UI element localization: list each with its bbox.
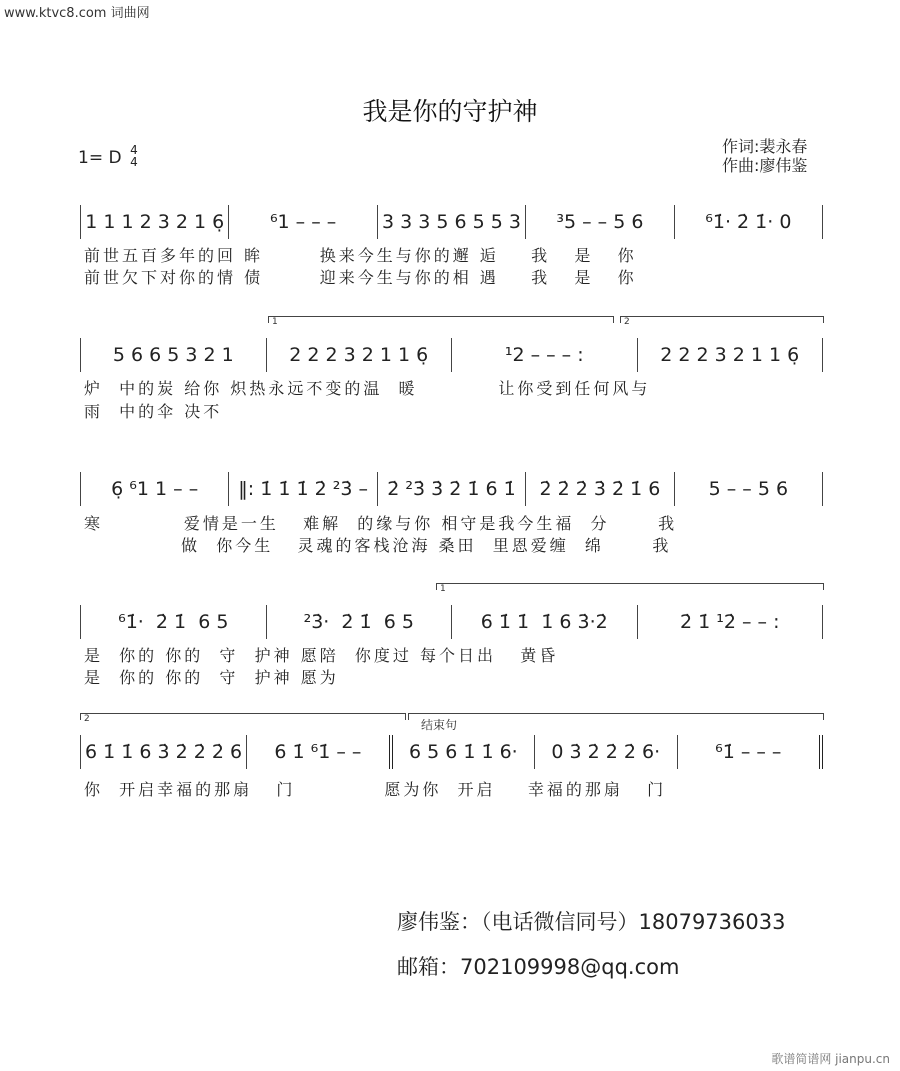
site-watermark: www.ktvc8.com 词曲网 [4, 6, 150, 21]
measure-notes: ⁶1̇ – – – [715, 741, 782, 763]
volta-bracket [80, 713, 406, 724]
measure [81, 735, 247, 769]
measure-notes: 1 1 1 2 3 2 1 6̣ [85, 211, 225, 233]
measure [81, 205, 229, 239]
measure-notes: 0 3̇ 2̇ 2̇ 2̇ 6· [551, 741, 661, 763]
measure [229, 205, 377, 239]
measure-notes: ⁶1 – – – [269, 211, 337, 233]
lyricist: 作词:裴永春 [722, 137, 808, 156]
measure [393, 735, 535, 769]
song-title: 我是你的守护神 [362, 97, 538, 126]
key-signature: 1= D [78, 148, 122, 168]
staff-row [80, 735, 823, 769]
time-sig-bottom: 4 [130, 155, 138, 169]
measure-notes: 6 5 6 1̇ 1̇ 6· [408, 741, 518, 763]
lyric-line: 寒 爱情是一生 难解 的缘与你 相守是我今生福 分 我 [84, 514, 678, 533]
time-signature [128, 144, 140, 168]
volta-label: 结束句 [421, 718, 458, 732]
measure [526, 472, 674, 506]
staff-row [80, 338, 823, 372]
measure [452, 338, 638, 372]
bottom-watermark: 歌谱简谱网 jianpu.cn [771, 1052, 890, 1066]
lyric-line: 是 你的 你的 守 护神 愿为 [84, 668, 339, 687]
measure [678, 735, 823, 769]
measure-notes: ³5 – – 5 6 [556, 211, 644, 233]
measure-notes: ²3̇· 2̇ 1̇ 6 5 [303, 611, 414, 633]
time-sig-top: 4 [130, 143, 138, 157]
measure-notes: ⁶1̇· 2̇ 1̇ 6 5 [118, 611, 229, 633]
volta-label: 2 [624, 317, 630, 327]
measure [535, 735, 677, 769]
staff-row [80, 205, 823, 239]
volta-bracket [268, 316, 614, 327]
measure-notes: 6̣ ⁶1 1 – – [111, 478, 199, 500]
measure [81, 605, 267, 639]
measure-notes: 2̇ ²3̇ 3̇ 2̇ 1̇ 6 1̇ [387, 478, 516, 500]
volta-bracket [620, 316, 824, 327]
measure [526, 205, 674, 239]
measure-notes: 2 2 2 3 2 1 1 6̣ [660, 344, 800, 366]
measure-notes: ⁶1̇· 2̇ 1̇· 0 [705, 211, 792, 233]
staff-row [80, 605, 823, 639]
measure-notes: 6 1̇ ⁶1̇ – – [274, 741, 362, 763]
contact-phone: 廖伟鉴：（电话微信同号）18079736033 [397, 910, 786, 934]
measure [81, 338, 267, 372]
lyric-line: 前世五百多年的回 眸 换来今生与你的邂 逅 我 是 你 [84, 246, 637, 265]
measure [638, 605, 824, 639]
measure [267, 605, 453, 639]
measure-notes: 6 1̇ 1̇ 1̇ 6 3̇·2̇ [480, 611, 608, 633]
measure-notes: ¹2 – – – : [504, 344, 584, 366]
measure [638, 338, 824, 372]
measure [675, 205, 823, 239]
lyric-line: 做 你今生 灵魂的客栈沧海 桑田 里恩爱缠 绵 我 [84, 536, 672, 555]
volta-bracket [436, 583, 824, 594]
volta-label: 2 [84, 714, 90, 724]
contact-email: 邮箱：702109998@qq.com [397, 955, 680, 979]
measure-notes: 5 6 6 5 3 2 1 [112, 344, 234, 366]
measure-notes: 2̇ 2̇ 2̇ 3̇ 2̇ 1̇ 6 [539, 478, 661, 500]
measure [247, 735, 392, 769]
measure-notes: 3 3 3 5 6 5 5 3 [382, 211, 521, 233]
measure [452, 605, 638, 639]
composer: 作曲:廖伟鉴 [722, 156, 808, 175]
staff-row [80, 472, 823, 506]
lyric-line: 是 你的 你的 守 护神 愿陪 你度过 每个日出 黄昏 [84, 646, 559, 665]
lyric-line: 你 开启幸福的那扇 门 愿为你 开启 幸福的那扇 门 [84, 780, 667, 799]
measure [229, 472, 377, 506]
measure-notes: 2̇ 1̇ ¹2̇ – – : [680, 611, 780, 633]
lyric-line: 炉 中的炭 给你 炽热永远不变的温 暖 让你受到任何风与 [84, 379, 651, 398]
measure [378, 472, 526, 506]
lyric-line: 雨 中的伞 决不 [84, 402, 223, 421]
volta-label: 1 [440, 584, 446, 594]
measure [267, 338, 453, 372]
measure-notes: 5 – – 5 6 [708, 478, 789, 500]
measure [378, 205, 526, 239]
volta-bracket [408, 713, 824, 732]
measure-notes: 2 2 2 3 2 1 1 6̣ [289, 344, 429, 366]
measure [675, 472, 823, 506]
volta-label: 1 [272, 317, 278, 327]
measure [81, 472, 229, 506]
measure-notes: ‖: 1̇ 1̇ 1̇ 2̇ ²3̇ – [238, 478, 368, 500]
lyric-line: 前世欠下对你的情 债 迎来今生与你的相 遇 我 是 你 [84, 268, 637, 287]
measure-notes: 6 1̇ 1̇ 6 3̇ 2̇ 2̇ 2̇ 6 [85, 741, 243, 763]
